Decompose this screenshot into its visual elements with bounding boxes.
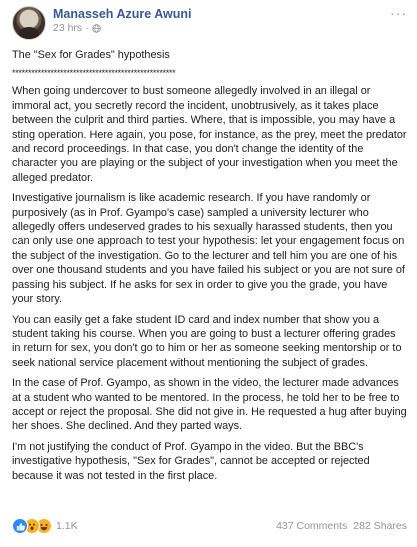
separator-stars: *************************************************** — [12, 68, 176, 79]
shares-count[interactable]: 282 Shares — [353, 520, 407, 532]
paragraph: In the case of Prof. Gyampo, as shown in the video, the lecturer made advances at a student who wanted to be mentored. In the process, he told her to be free to accept or reject the proposal. She did not give in. He requested a hug after buying her shoes. She declined. And they parted ways. — [12, 377, 407, 433]
paragraph: You can easily get a fake student ID card and index number that show you a student taking his course. When you are going to bust a lecturer offering grades in return for sex, you don't go to him or her as someone seeking mentorship or to seek national service placement without mentioning the subject of grades. — [12, 313, 402, 369]
post-title: The "Sex for Grades" hypothesis — [12, 49, 170, 61]
post-footer — [12, 517, 407, 535]
author-avatar[interactable] — [12, 6, 46, 40]
paragraph: I'm not justifying the conduct of Prof. Gyampo in the video. But the BBC's investigative hypothesis, "Sex for Grades", cannot be accepted or rejected because it was not tested in the first place. — [12, 440, 370, 482]
post-time[interactable]: 23 hrs — [53, 22, 83, 34]
post-body — [12, 48, 407, 483]
engagement-stats — [276, 520, 407, 532]
post-header — [12, 6, 407, 40]
more-options-icon[interactable]: ··· — [390, 5, 407, 21]
paragraph: Investigative journalism is like academic research. If you have randomly or purposively (as in Prof. Gyampo's case) sampled a university lecturer who allegedly offers undeserved grades to his sexually harassed students, then you can only use one approach to test your hypothesis: let your engagement focus on the subject of the investigation. Go to the lecturer and tell him you are one of his over one thousand students and you have failed his subject or you are not sure of passing his subject. If he asks for sex in order to give you the grade, you have your story. — [12, 192, 405, 306]
paragraph: When going undercover to bust someone allegedly involved in an illegal or immoral act, you secretly record the incident, unobtrusively, as it takes place between the culprit and third parties. Where, that is impossible, you may have a sting operation. Here again, you pose, for instance, as the prey, meet the predator and record proceedings. In that case, you don't change the identity of the character you are playing or the subject of your investigation when you meet the alleged predator. — [12, 85, 407, 184]
like-icon — [12, 518, 28, 534]
reactions-summary[interactable] — [12, 518, 78, 534]
reaction-count[interactable]: 1.1K — [56, 520, 78, 532]
post-meta — [53, 7, 191, 35]
globe-icon — [92, 24, 101, 33]
post-timestamp-row: 23 hrs · — [53, 22, 191, 35]
author-name[interactable]: Manasseh Azure Awuni — [53, 7, 192, 21]
comments-count[interactable]: 437 Comments — [276, 520, 348, 532]
